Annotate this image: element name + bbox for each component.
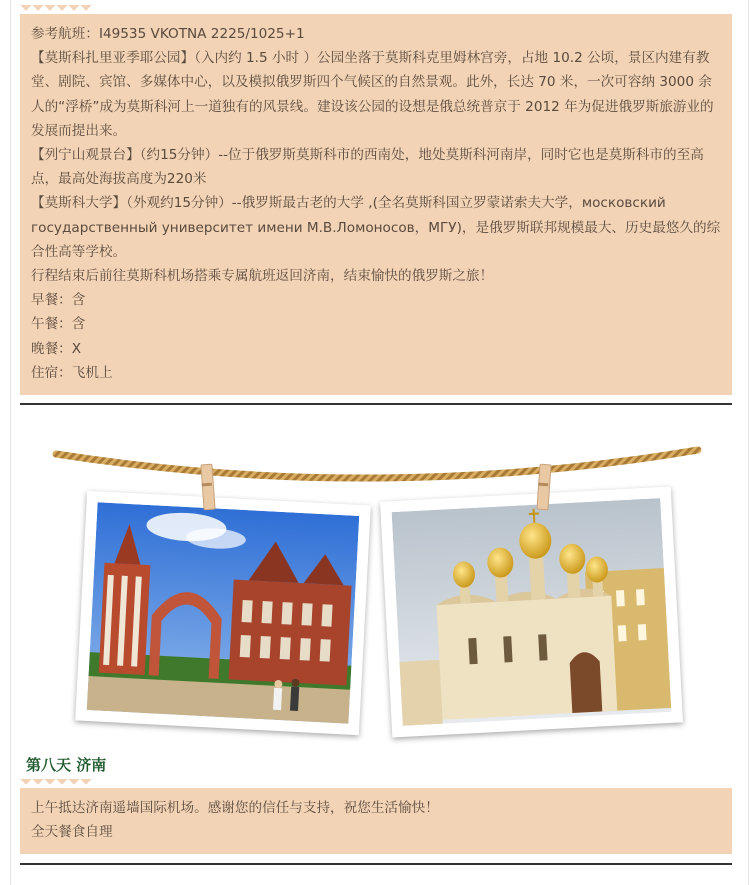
day8-itinerary-box <box>20 788 732 854</box>
return-flight-note: 行程结束后前往莫斯科机场搭乘专属航班返回济南，结束愉快的俄罗斯之旅！ <box>31 268 494 285</box>
moscow-university-description: 【莫斯科大学】（外观约15分钟）--俄罗斯最古老的大学 ,(全名莫斯科国立罗蒙诺索夫大学，московский государственный университет имени М.В.Ломоносов，МГУ)，是俄罗斯联邦规模最大、历史最悠久的综合性高等学校。 <box>31 195 721 260</box>
breakfast-info: 早餐：含 <box>31 292 86 309</box>
day7-itinerary-box <box>20 14 732 395</box>
dinner-info: 晚餐：X <box>31 340 82 357</box>
box-zigzag-decoration <box>20 5 92 14</box>
assumption-cathedral-photo <box>380 487 683 738</box>
section-divider <box>20 863 732 865</box>
lunch-info: 午餐：含 <box>31 316 86 333</box>
meal-note: 全天餐食自理 <box>31 824 113 841</box>
park-description: 【莫斯科扎里亚季耶公园】（入内约 1.5 小时 ）公园坐落于莫斯科克里姆林宫旁，占地 10.2 公顷，景区内建有教堂、剧院、宾馆、多媒体中心，以及模拟俄罗斯四个气候区的自然景观。此外，长达 70 米，一次可容纳 3000 余人的“浮桥”成为莫斯科河上一道独有的风景线。建设该公园的设想是俄总统普京于 2012 年为促进俄罗斯旅游业的发展而提出来。 <box>31 50 714 139</box>
lenin-hills-description: 【列宁山观景台】（约15分钟）--位于俄罗斯莫斯科市的西南处，地处莫斯科河南岸，同时它也是莫斯科市的至高点，最高处海拔高度为220米 <box>31 147 704 188</box>
section-divider <box>20 403 732 405</box>
day8-title: 第八天 济南 <box>26 756 107 774</box>
accommodation-info: 住宿：飞机上 <box>31 364 113 381</box>
tsaritsyno-palace-photo <box>75 491 371 736</box>
box-zigzag-decoration <box>20 779 92 788</box>
flight-info: 参考航班：I49535 VKOTNA 2225/1025+1 <box>31 26 305 42</box>
arrival-note: 上午抵达济南遥墙国际机场。感谢您的信任与支持，祝您生活愉快！ <box>31 800 439 816</box>
